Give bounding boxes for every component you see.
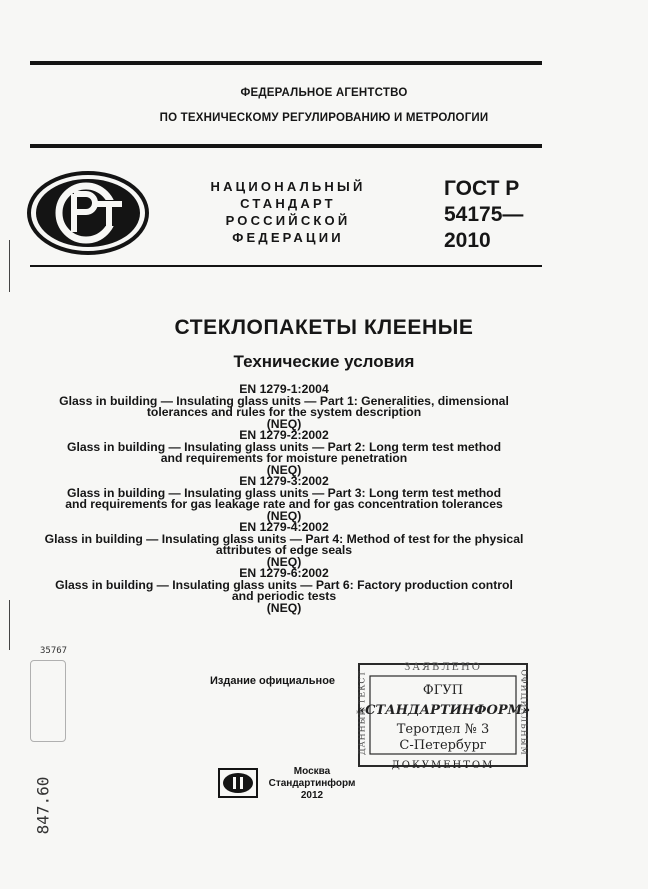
scan-side-stamp [30, 660, 66, 742]
stamp-name: «СТАНДАРТИНФОРМ» [357, 703, 531, 718]
scan-margin-line [9, 600, 10, 650]
gost-designation-line-1: ГОСТ Р [444, 177, 520, 200]
reference-neq: (NEQ) [266, 508, 302, 523]
stamp-city: С-Петербург [399, 738, 487, 753]
reference-desc-line-1: Glass in building — Insulating glass units — Part 1: Generalities, dimensional [59, 393, 509, 408]
references-list [20, 384, 548, 614]
document-subtitle: Технические условия [233, 352, 415, 371]
reference-item [20, 522, 548, 568]
standartinform-logo-icon [218, 768, 258, 798]
reference-code: EN 1279-4:2002 [239, 520, 329, 534]
reference-code: EN 1279-6:2002 [239, 566, 329, 580]
reference-desc-line-2: and periodic tests [231, 589, 337, 603]
reference-neq: (NEQ) [266, 600, 302, 615]
reference-neq: (NEQ) [266, 554, 302, 569]
scan-margin-line [9, 240, 10, 292]
stamp-top-text: ЗАЯВЛЕНО [404, 662, 482, 673]
reference-desc-line-1: Glass in building — Insulating glass units — Part 6: Factory production control [55, 577, 513, 592]
reference-code: EN 1279-3:2002 [239, 474, 329, 488]
scan-number: 847.60 [33, 776, 53, 835]
agency-line-2: ПО ТЕХНИЧЕСКОМУ РЕГУЛИРОВАНИЮ И МЕТРОЛОГИИ [159, 112, 489, 124]
reference-code: EN 1279-2:2002 [239, 428, 329, 442]
scan-mark: 35767 [40, 646, 68, 656]
national-standard-line-1: НАЦИОНАЛЬНЫЙ [210, 179, 366, 194]
reference-neq: (NEQ) [266, 416, 302, 431]
reference-item [20, 430, 548, 476]
stamp-right-text: ОФИЦИАЛЬНЫМ [519, 669, 529, 756]
logo-rule [30, 265, 542, 267]
reference-neq: (NEQ) [266, 462, 302, 477]
reference-desc-line-1: Glass in building — Insulating glass units — Part 4: Method of test for the physical [44, 531, 524, 546]
publisher-city: Москва [293, 766, 331, 777]
reference-desc-line-2: and requirements for gas leakage rate and for gas concentration tolerances [65, 497, 503, 511]
gost-r-logo-icon [26, 170, 150, 256]
reference-item [20, 476, 548, 522]
publisher-block [262, 766, 362, 802]
stamp-bottom-text: ДОКУМЕНТОМ [391, 760, 495, 771]
stamp-org: ФГУП [422, 683, 464, 698]
reference-desc-line-2: and requirements for moisture penetration [160, 451, 408, 465]
gost-designation-line-3: 2010 [444, 229, 491, 252]
document-title: СТЕКЛОПАКЕТЫ КЛЕЕНЫЕ [174, 316, 474, 339]
reference-desc-line-2: attributes of edge seals [215, 543, 353, 557]
stamp-left-text: ДАННЫЙ ТЕКСТ [357, 670, 367, 755]
top-rule [30, 61, 542, 65]
header-rule [30, 144, 542, 148]
agency-line-1: ФЕДЕРАЛЬНОЕ АГЕНТСТВО [240, 87, 408, 99]
stamp-dept: Теротдел № 3 [396, 722, 490, 737]
gost-designation-line-2: 54175— [444, 203, 524, 226]
reference-desc-line-1: Glass in building — Insulating glass units — Part 2: Long term test method [66, 439, 502, 454]
publisher-year: 2012 [300, 790, 324, 801]
national-standard-line-3: РОССИЙСКОЙ [225, 213, 351, 228]
national-standard-line-2: СТАНДАРТ [240, 196, 336, 211]
reference-desc-line-1: Glass in building — Insulating glass units — Part 3: Long term test method [66, 485, 502, 500]
edition-label: Издание официальное [210, 675, 336, 687]
reference-code: EN 1279-1:2004 [239, 382, 329, 396]
national-standard-line-4: ФЕДЕРАЦИИ [232, 230, 344, 245]
reference-item [20, 568, 548, 614]
publisher-name: Стандартинформ [268, 778, 356, 789]
reference-desc-line-2: tolerances and rules for the system description [146, 405, 422, 419]
reference-item [20, 384, 548, 430]
